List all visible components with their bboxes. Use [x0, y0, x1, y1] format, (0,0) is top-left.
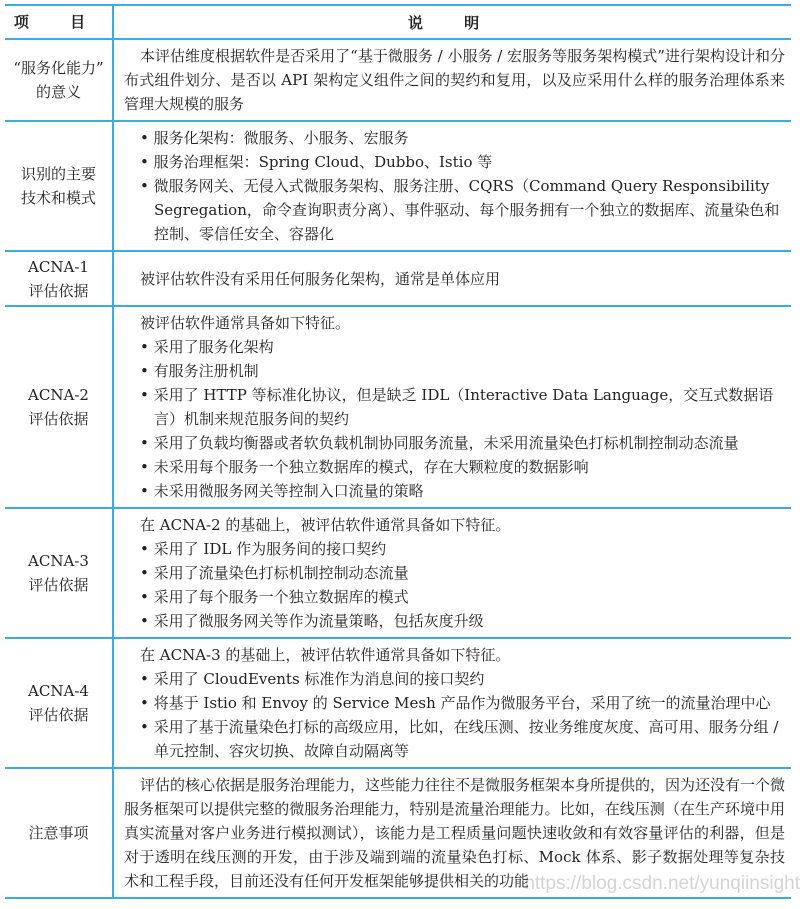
header-item: 项 目: [5, 5, 113, 39]
row-label: [5, 768, 113, 898]
row-description: [113, 39, 791, 121]
row-label: [5, 638, 113, 768]
row-label-line: 的意义: [35, 83, 81, 101]
row-label-line: 评估依据: [28, 576, 89, 594]
row-label-line: 评估依据: [28, 281, 89, 300]
bullet-item: • 有服务注册机制: [124, 359, 785, 383]
row-description: [113, 508, 791, 638]
row-label-line: “服务化能力”: [13, 59, 104, 77]
bullet-item: • 未采用每个服务一个独立数据库的模式，存在大颗粒度的数据影响: [124, 455, 785, 479]
table-row: [5, 306, 791, 508]
evaluation-table: [5, 4, 791, 899]
row-label: [5, 306, 113, 508]
table-header: [5, 5, 791, 39]
row-label-line: ACNA-4: [28, 682, 89, 700]
table-row: [5, 508, 791, 638]
row-label-line: 评估依据: [28, 410, 89, 428]
row-label-line: 评估依据: [28, 706, 89, 724]
row-label-line: 识别的主要: [20, 165, 96, 183]
bullet-item: • 采用了 HTTP 等标准化协议，但是缺乏 IDL（Interactive Data Language，交互式数据语言）机制来规范服务间的契约: [124, 383, 785, 431]
table-row: [5, 121, 791, 251]
row-label: [5, 121, 113, 251]
table-row: [5, 251, 791, 306]
bullet-item: • 服务治理框架：Spring Cloud、Dubbo、Istio 等: [124, 150, 785, 174]
row-label: [5, 39, 113, 121]
bullet-item: • 将基于 Istio 和 Envoy 的 Service Mesh 产品作为微服务平台，采用了统一的流量治理中心: [124, 691, 785, 715]
bullet-item: • 采用了每个服务一个独立数据库的模式: [124, 585, 785, 609]
description-lead: 被评估软件通常具备如下特征。: [140, 314, 351, 332]
bullet-item: • 采用了 IDL 作为服务间的接口契约: [124, 537, 785, 561]
description-paragraph: 评估的核心依据是服务治理能力，这些能力往往不是微服务框架本身所提供的，因为还没有一个微服务框架可以提供完整的微服务治理能力，特别是流量治理能力。比如，在线压测（在生产环境中用真实流量对客户业务进行模拟测试），该能力是工程质量问题快速收敛和有效容量评估的利器，但是对于透明在线压测的开发，由于涉及端到端的流量染色打标、Mock 体系、影子数据处理等复杂技术和工程手段，目前还没有任何开发框架能够提供相关的功能: [124, 776, 786, 890]
table-row: [5, 638, 791, 768]
row-label-line: ACNA-3: [28, 552, 89, 570]
row-label: [5, 508, 113, 638]
bullet-item: • 采用了基于流量染色打标的高级应用，比如，在线压测、按业务维度灰度、高可用、服务分组 / 单元控制、容灾切换、故障自动隔离等: [124, 715, 785, 763]
row-description: [113, 251, 791, 306]
bullet-item: • 采用了 CloudEvents 标准作为消息间的接口契约: [124, 667, 785, 691]
bullet-item: • 未采用微服务网关等控制入口流量的策略: [124, 479, 785, 503]
row-description: [113, 768, 791, 898]
bullet-item: • 采用了服务化架构: [124, 335, 785, 359]
row-label-line: 技术和模式: [20, 189, 96, 207]
row-label: [5, 251, 113, 306]
table-row: [5, 768, 791, 898]
row-description: [113, 121, 791, 251]
bullet-item: • 采用了流量染色打标机制控制动态流量: [124, 561, 785, 585]
watermark: https://blog.csdn.net/yunqiinsight: [524, 873, 800, 894]
description-paragraph: 本评估维度根据软件是否采用了“基于微服务 / 小服务 / 宏服务等服务架构模式”进行架构设计和分布式组件划分、是否以 API 架构定义组件之间的契约和复用，以及应采用什么样的服务治理体系来管理大规模的服务: [124, 47, 785, 113]
row-label-line: ACNA-2: [28, 386, 89, 404]
row-label-line: ACNA-1: [28, 257, 89, 276]
table-row: [5, 39, 791, 121]
description-lead: 在 ACNA-3 的基础上，被评估软件通常具备如下特征。: [140, 646, 511, 664]
row-label-line: 注意事项: [28, 824, 89, 842]
bullet-item: • 采用了微服务网关等作为流量策略，包括灰度升级: [124, 609, 785, 633]
description-lead: 在 ACNA-2 的基础上，被评估软件通常具备如下特征。: [140, 516, 511, 534]
bullet-item: • 采用了负载均衡器或者软负载机制协同服务流量，未采用流量染色打标机制控制动态流量: [124, 431, 785, 455]
row-description: [113, 638, 791, 768]
bullet-item: • 服务化架构：微服务、小服务、宏服务: [124, 126, 785, 150]
description-lead: 被评估软件没有采用任何服务化架构，通常是单体应用: [140, 269, 501, 288]
row-description: [113, 306, 791, 508]
header-description: 说 明: [113, 5, 791, 39]
bullet-item: • 微服务网关、无侵入式微服务架构、服务注册、CQRS（Command Query Responsibility Segregation，命令查询职责分离）、事件驱动、每个服务拥有一个独立的数据库、流量染色和控制、零信任安全、容器化: [124, 174, 785, 246]
